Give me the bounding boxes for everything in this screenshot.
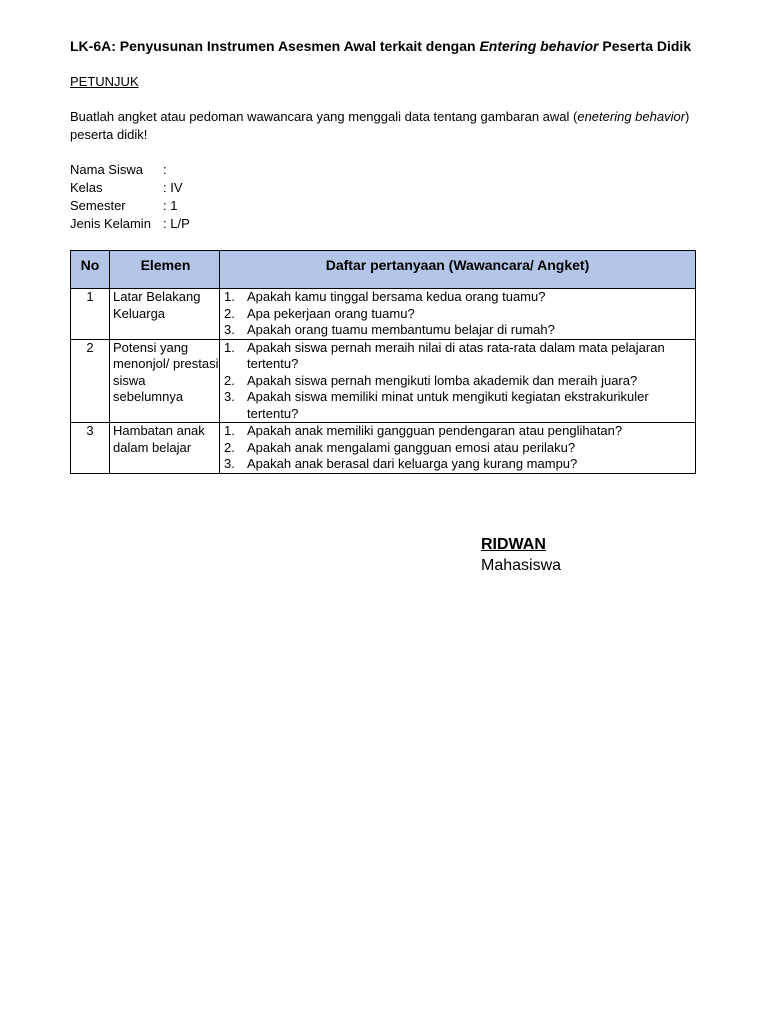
document-title: [70, 38, 691, 54]
identity-value: : 1: [163, 198, 178, 213]
list-item: [224, 456, 695, 473]
table-row: [71, 339, 696, 423]
section-label: PETUNJUK: [70, 74, 139, 89]
question-number: 1.: [224, 289, 235, 304]
row-number: 1: [71, 289, 110, 340]
question-text: Apakah kamu tinggal bersama kedua orang tuamu?: [247, 289, 546, 304]
question-number: 3.: [224, 322, 235, 337]
row-questions: [220, 423, 696, 474]
header-no: No: [71, 251, 110, 289]
table-row: [71, 289, 696, 340]
identity-label: Nama Siswa: [70, 162, 143, 177]
question-text: Apakah siswa pernah mengikuti lomba akademik dan meraih juara?: [247, 372, 638, 388]
question-text: Apakah anak berasal dari keluarga yang kurang mampu?: [247, 456, 578, 471]
list-item: [224, 373, 695, 390]
question-text: Apakah anak mengalami gangguan emosi atau perilaku?: [247, 439, 576, 455]
table-row: [71, 423, 696, 474]
list-item: [224, 322, 695, 339]
student-identity: [70, 161, 190, 233]
question-number: 2.: [224, 439, 235, 455]
table-header-row: [71, 251, 696, 289]
question-number: 1.: [224, 423, 235, 438]
row-questions: [220, 339, 696, 423]
list-item: [224, 423, 695, 440]
question-number: 2.: [224, 372, 235, 388]
question-number: 1.: [224, 339, 235, 355]
identity-label: Jenis Kelamin: [70, 216, 151, 231]
list-item: [224, 389, 695, 422]
instruction-prefix: Buatlah angket atau pedoman wawancara yang menggali data tentang gambaran awal (: [70, 109, 578, 124]
instruction-italic: enetering behavior: [577, 109, 686, 124]
signature-role: Mahasiswa: [481, 557, 562, 574]
title-italic: Entering behavior: [479, 38, 599, 54]
question-text: Apakah siswa pernah meraih nilai di atas rata-rata dalam mata pelajaran tertentu?: [247, 339, 665, 371]
identity-value: : IV: [163, 180, 183, 195]
identity-value: :: [163, 162, 167, 177]
title-suffix: Peserta Didik: [598, 38, 692, 54]
identity-label: Kelas: [70, 180, 103, 195]
question-number: 3.: [224, 456, 235, 471]
list-item: [224, 306, 695, 323]
signature-name: RIDWAN: [481, 536, 546, 553]
identity-row-name: [70, 161, 190, 179]
list-item: [224, 340, 695, 373]
question-text: Apakah siswa memiliki minat untuk mengikuti kegiatan ekstrakurikuler tertentu?: [247, 389, 649, 421]
identity-row-class: [70, 179, 190, 197]
question-text: Apakah anak memiliki gangguan pendengaran atau penglihatan?: [247, 423, 623, 438]
question-number: 2.: [224, 305, 235, 321]
row-element: Potensi yang menonjol/ prestasi siswa sebelumnya: [110, 339, 220, 423]
row-number: 3: [71, 423, 110, 474]
identity-value: : L/P: [163, 216, 190, 231]
list-item: [224, 440, 695, 457]
list-item: [224, 289, 695, 306]
row-element: Latar Belakang Keluarga: [110, 289, 220, 340]
row-questions: [220, 289, 696, 340]
instruction-suffix: ) peserta didik!: [70, 109, 690, 142]
instruction-text: [70, 108, 696, 144]
question-table: [70, 250, 696, 474]
title-prefix: LK-6A: Penyusunan Instrumen Asesmen Awal terkait dengan: [70, 38, 480, 54]
identity-row-semester: [70, 197, 190, 215]
signature-block: [481, 535, 561, 577]
question-text: Apakah orang tuamu membantumu belajar di rumah?: [247, 322, 555, 337]
header-questions: Daftar pertanyaan (Wawancara/ Angket): [220, 251, 696, 289]
row-number: 2: [71, 339, 110, 423]
header-element: Elemen: [110, 251, 220, 289]
row-element: Hambatan anak dalam belajar: [110, 423, 220, 474]
question-text: Apa pekerjaan orang tuamu?: [247, 305, 415, 321]
identity-label: Semester: [70, 198, 126, 213]
identity-row-gender: [70, 215, 190, 233]
question-number: 3.: [224, 389, 235, 404]
